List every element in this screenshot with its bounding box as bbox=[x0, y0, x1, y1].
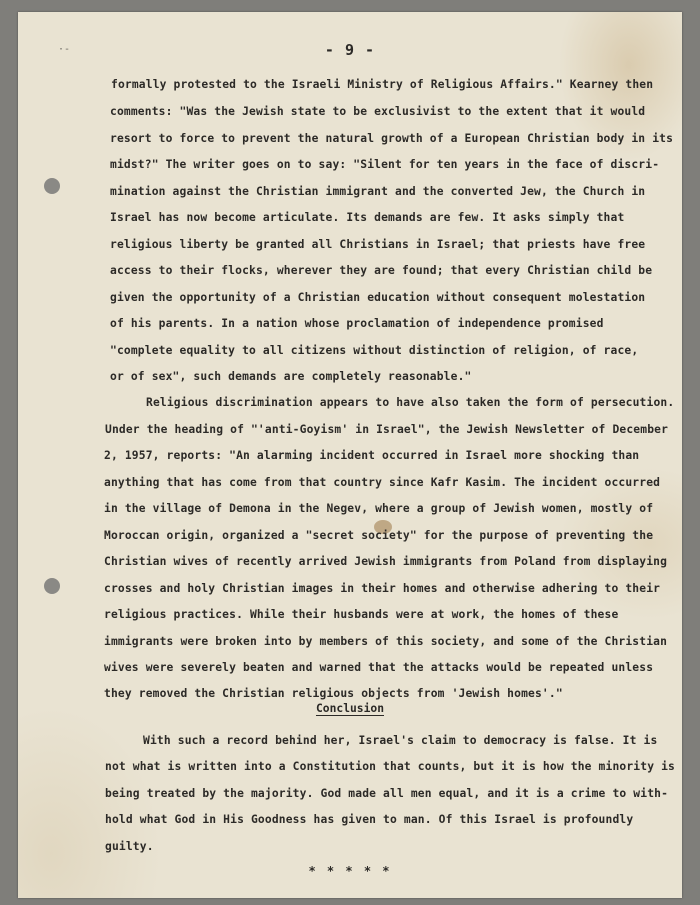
text-line: midst?" The writer goes on to say: "Silent for ten years in the face of discri- bbox=[110, 158, 660, 171]
text-line: resort to force to prevent the natural growth of a European Christian body in its bbox=[110, 132, 674, 145]
section-heading-text: Conclusion bbox=[315, 702, 384, 715]
text-line: immigrants were broken into by members of this society, and some of the Christian bbox=[104, 635, 668, 648]
text-line: With such a record behind her, Israel's claim to democracy is false. It is bbox=[143, 734, 658, 747]
punch-hole bbox=[44, 178, 60, 194]
text-line: guilty. bbox=[105, 840, 154, 853]
section-heading bbox=[18, 702, 682, 715]
end-asterisks: * * * * * bbox=[308, 864, 392, 878]
document-page bbox=[18, 12, 682, 898]
margin-mark: ·- bbox=[58, 44, 71, 55]
text-line: 2, 1957, reports: "An alarming incident occurred in Israel more shocking than bbox=[104, 449, 640, 462]
text-line: crosses and holy Christian images in their homes and otherwise adhering to their bbox=[104, 582, 661, 595]
text-line: Israel has now become articulate. Its demands are few. It asks simply that bbox=[110, 211, 625, 224]
text-line: hold what God in His Goodness has given to man. Of this Israel is profoundly bbox=[105, 813, 634, 826]
text-line: formally protested to the Israeli Ministry of Religious Affairs." Kearney then bbox=[111, 78, 654, 91]
page-number: - 9 - bbox=[324, 41, 376, 59]
text-line: in the village of Demona in the Negev, where a group of Jewish women, mostly of bbox=[104, 502, 654, 515]
text-line: Moroccan origin, organized a "secret society" for the purpose of preventing the bbox=[104, 529, 654, 542]
text-line: access to their flocks, wherever they are found; that every Christian child be bbox=[110, 264, 653, 277]
text-line: "complete equality to all citizens without distinction of religion, of race, bbox=[110, 344, 639, 357]
text-line: given the opportunity of a Christian education without consequent molestation bbox=[110, 291, 646, 304]
text-line: comments: "Was the Jewish state to be exclusivist to the extent that it would bbox=[110, 105, 646, 118]
text-line: Christian wives of recently arrived Jewish immigrants from Poland from displaying bbox=[104, 555, 668, 568]
text-line: wives were severely beaten and warned that the attacks would be repeated unless bbox=[104, 661, 654, 674]
punch-hole bbox=[44, 578, 60, 594]
text-line: anything that has come from that country since Kafr Kasim. The incident occurred bbox=[104, 476, 661, 489]
text-line: religious practices. While their husbands were at work, the homes of these bbox=[104, 608, 619, 621]
text-line: they removed the Christian religious objects from 'Jewish homes'." bbox=[104, 687, 563, 700]
text-line: Under the heading of "'anti-Goyism' in Israel", the Jewish Newsletter of December bbox=[105, 423, 669, 436]
text-line: religious liberty be granted all Christians in Israel; that priests have free bbox=[110, 238, 646, 251]
text-line: not what is written into a Constitution that counts, but it is how the minority is bbox=[105, 760, 676, 773]
text-line: mination against the Christian immigrant and the converted Jew, the Church in bbox=[110, 185, 646, 198]
text-line: or of sex", such demands are completely reasonable." bbox=[110, 370, 472, 383]
text-line: Religious discrimination appears to have also taken the form of persecution. bbox=[146, 396, 675, 409]
text-line: of his parents. In a nation whose proclamation of independence promised bbox=[110, 317, 604, 330]
text-line: being treated by the majority. God made all men equal, and it is a crime to with- bbox=[105, 787, 669, 800]
